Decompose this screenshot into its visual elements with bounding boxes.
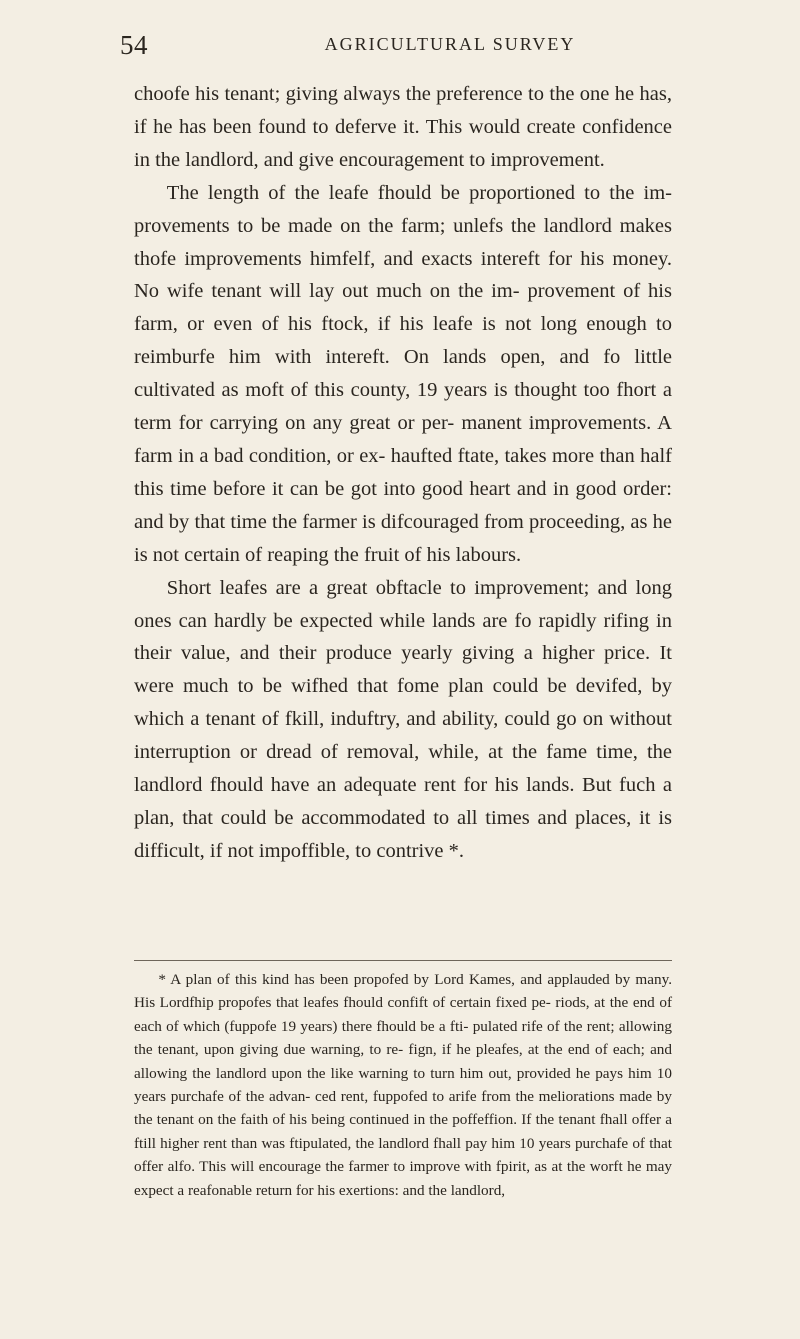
paragraph-continuation: choofe his tenant; giving always the preference to the one he has, if he has been found to deferve it. This would create confidence in the landlord, and give encouragement to improvement. (134, 83, 672, 171)
running-head: AGRICULTURAL SURVEY (324, 34, 576, 54)
footnote-divider (134, 960, 672, 961)
body-text (134, 78, 672, 868)
footnote-text: * A plan of this kind has been propofed by Lord Kames, and applauded by many. His Lordfhip propofes that leafes fhould confift of certain fixed pe- riods, at the end of each of which (fuppofe 19 years) there fhould be a fti- pulated rife of the rent; allowing the tenant, upon giving due warning, to re- fign, if he pleafes, at the end of each; and allowing the landlord upon the like warning to turn him out, provided he pays him 10 years purchafe of the advan- ced rent, fuppofed to arife from the meliorations made by the tenant on the faith of his being continued in the poffeffion. If the tenant fhall offer a ftill higher rent than was ftipulated, the landlord fhall pay him 10 years purchafe of that offer alfo. This will encourage the farmer to improve with fpirit, as at the worft he may expect a reafonable return for his exertions: and the landlord, (134, 971, 672, 1199)
page-number: 54 (120, 30, 148, 60)
footnote (134, 968, 672, 1202)
paragraph-lease-length: The length of the leafe fhould be proportioned to the im- provements to be made on the farm; unlefs the landlord makes thofe improvements himfelf, and exacts intereft for his money. No wife tenant will lay out much on the im- provement of his farm, or even of his ftock, if his leafe is not long enough to reimburfe him with intereft. On lands open, and fo little cultivated as moft of this county, 19 years is thought too fhort a term for carrying on any great or per- manent improvements. A farm in a bad condition, or ex- haufted ftate, takes more than half this time before it can be got into good heart and in good order: and by that time the farmer is difcouraged from proceeding, as he is not certain of reaping the fruit of his labours. (134, 181, 672, 566)
paragraph-short-leases: Short leafes are a great obftacle to improvement; and long ones can hardly be expected while lands are fo rapidly rifing in their value, and their produce yearly giving a higher price. It were much to be wifhed that fome plan could be devifed, by which a tenant of fkill, induftry, and ability, could go on without interruption or dread of removal, while, at the fame time, the landlord fhould have an adequate rent for his lands. But fuch a plan, that could be accommodated to all times and places, it is difficult, if not impoffible, to contrive *. (134, 576, 672, 862)
page-header (120, 30, 680, 70)
